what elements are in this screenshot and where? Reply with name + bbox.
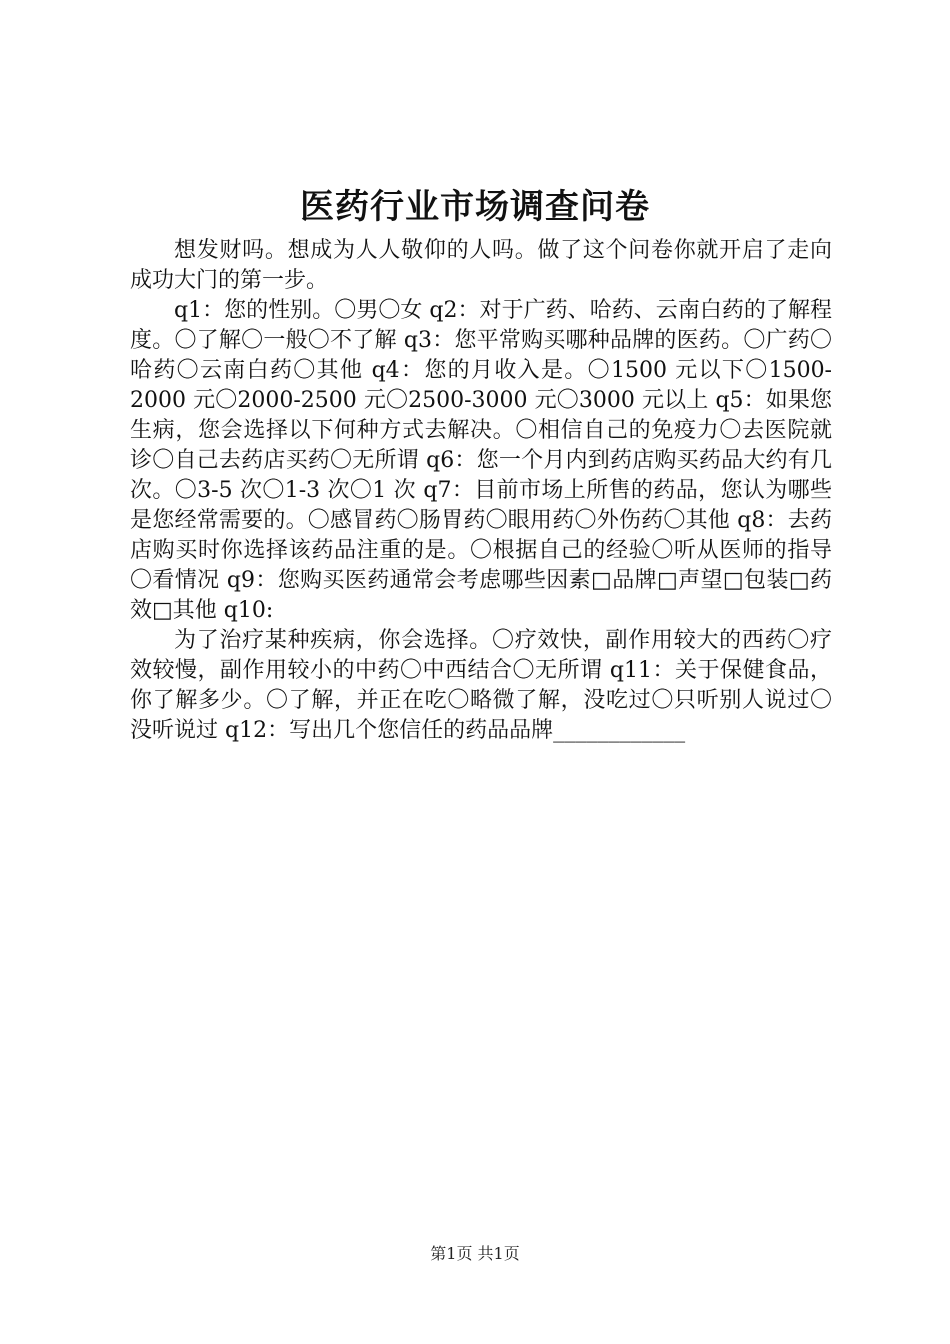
intro-paragraph: 想发财吗。想成为人人敬仰的人吗。做了这个问卷你就开启了走向成功大门的第一步。 (130, 238, 832, 293)
page-footer: 第1页 共1页 (430, 1244, 520, 1263)
questions-continued-paragraph: 为了治疗某种疾病，你会选择。〇疗效快，副作用较大的西药〇疗效较慢，副作用较小的中药〇中西结合〇无所谓 q11：关于保健食品，你了解多少。〇了解，并正在吃〇略微了解，没吃过〇只听别人说过〇没听说过 q12：写出几个您信任的药品品牌____________ (130, 628, 832, 743)
document-body (130, 236, 832, 746)
questions-paragraph: q1：您的性别。〇男〇女 q2：对于广药、哈药、云南白药的了解程度。〇了解〇一般〇不了解 q3：您平常购买哪种品牌的医药。〇广药〇哈药〇云南白药〇其他 q4：您的月收入是。〇1500 元以下〇1500-2000 元〇2000-2500 元〇2500-3000 元〇3000 元以上 q5：如果您生病，您会选择以下何种方式去解决。〇相信自己的免疫力〇去医院就诊〇自己去药店买药〇无所谓 q6：您一个月内到药店购买药品大约有几次。〇3-5 次〇1-3 次〇1 次 q7：目前市场上所售的药品，您认为哪些是您经常需要的。〇感冒药〇肠胃药〇眼用药〇外伤药〇其他 q8：去药店购买时你选择该药品注重的是。〇根据自己的经验〇听从医师的指导〇看情况 q9：您购买医药通常会考虑哪些因素□品牌□声望□包装□药效□其他 q10: (130, 298, 832, 623)
document-title: 医药行业市场调查问卷 (300, 187, 650, 227)
